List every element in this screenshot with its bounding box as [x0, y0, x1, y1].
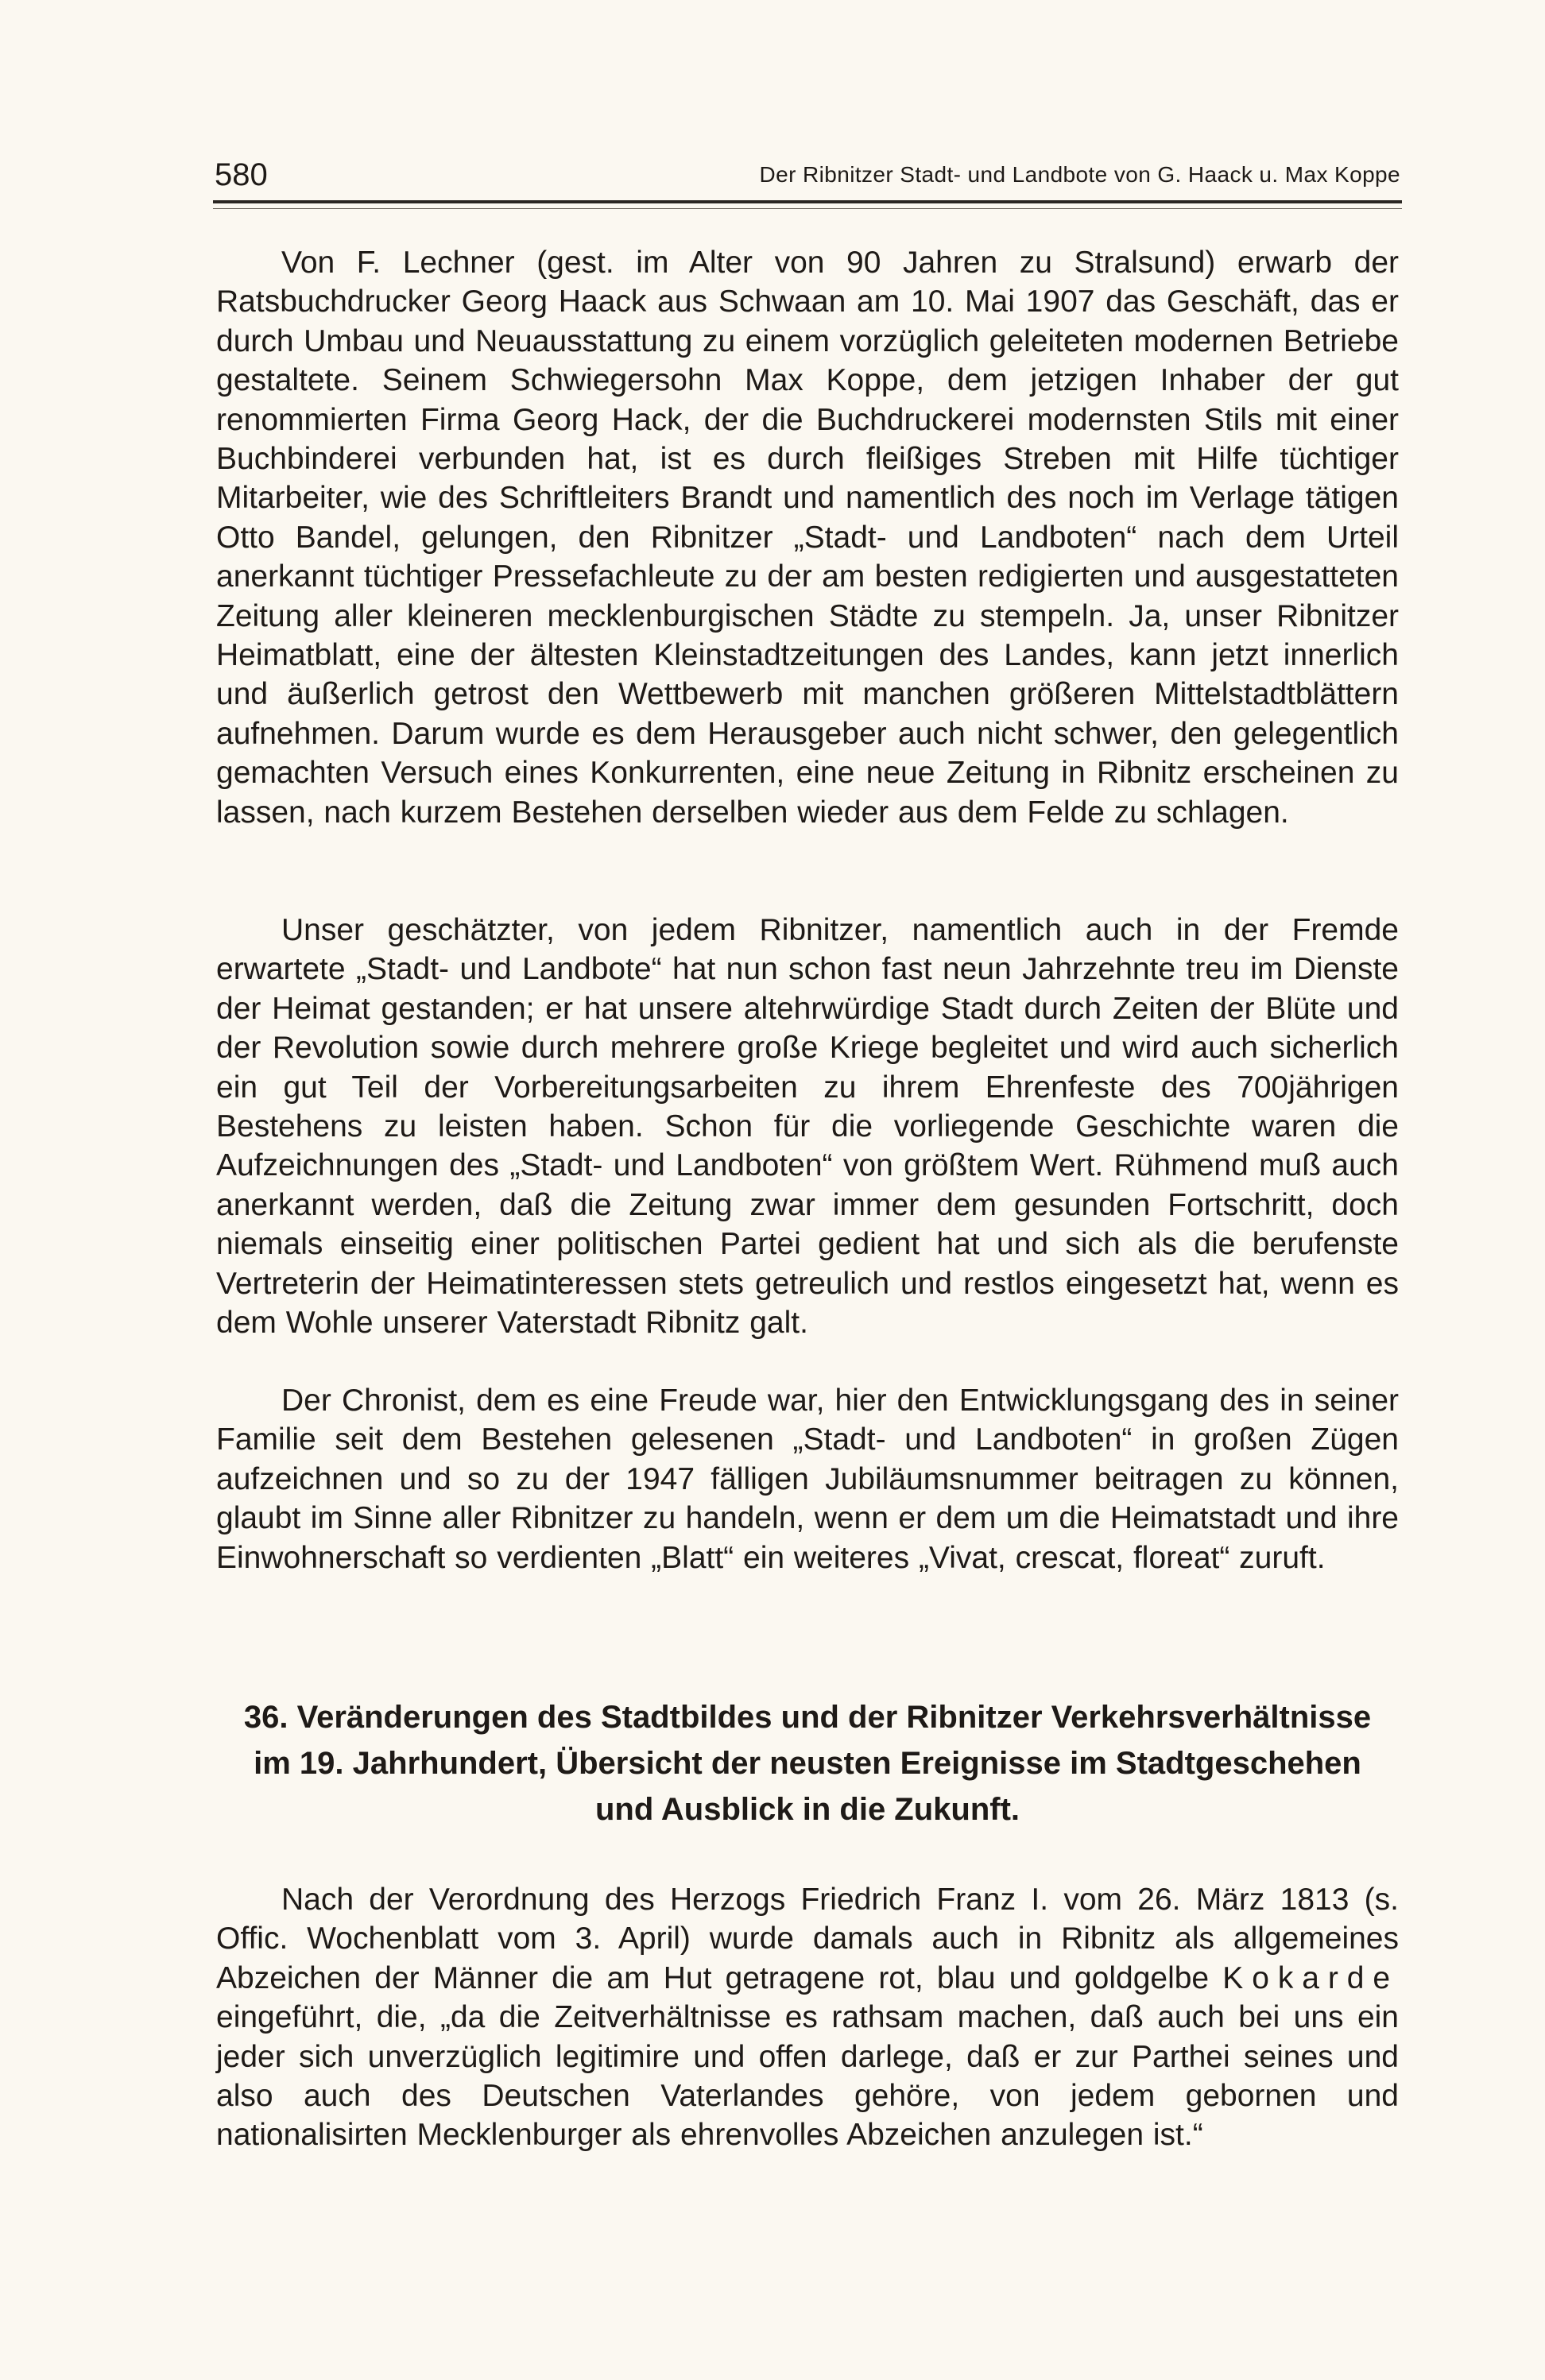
- header-rule-thin: [213, 208, 1402, 209]
- paragraph-2: Unser geschätzter, von jedem Ribnitzer, namentlich auch in der Fremde erwartete „Stadt- und Landbote“ hat nun schon fast neun Jahrzehnte treu im Dienste der Heimat gestanden; er hat unsere altehrwürdige Stadt durch Zeiten der Blüte und der Revolution sowie durch mehrere große Kriege begleitet und wird auch sicherlich ein gut Teil der Vorbereitungsarbeiten zu ihrem Ehrenfeste des 700jährigen Bestehens zu leisten haben. Schon für die vorliegende Geschichte waren die Aufzeichnungen des „Stadt- und Landboten“ von größtem Wert. Rühmend muß auch anerkannt werden, daß die Zeitung zwar immer dem gesunden Fortschritt, doch niemals einseitig einer politischen Partei gedient hat und sich als die berufenste Vertreterin der Heimatinteressen stets getreulich und restlos eingesetzt hat, wenn es dem Wohle unserer Vaterstadt Ribnitz galt.: [216, 913, 1399, 1341]
- section-paragraph-block: [216, 1880, 1399, 2155]
- section-heading: [216, 1694, 1399, 1832]
- page-header: [215, 156, 1400, 194]
- paragraph-2-block: [216, 911, 1399, 1342]
- section-paragraph: [216, 1880, 1399, 2155]
- paragraph-1: Von F. Lechner (gest. im Alter von 90 Jahren zu Stralsund) erwarb der Ratsbuchdrucker Georg Haack aus Schwaan am 10. Mai 1907 das Geschäft, das er durch Umbau und Neuausstattung zu einem vorzüglich geleiteten modernen Betriebe gestaltete. Seinem Schwiegersohn Max Koppe, dem jetzigen Inhaber der gut renommierten Firma Georg Hack, der die Buchdruckerei modernsten Stils mit einer Buchbinderei verbunden hat, ist es durch fleißiges Streben mit Hilfe tüchtiger Mitarbeiter, wie des Schriftleiters Brandt und namentlich des noch im Verlage tätigen Otto Bandel, gelungen, den Ribnitzer „Stadt- und Landboten“ nach dem Urteil anerkannt tüchtiger Pressefachleute zu der am besten redigierten und ausgestatteten Zeitung aller kleineren mecklenburgischen Städte zu stempeln. Ja, unser Ribnitzer Heimatblatt, eine der ältesten Kleinstadtzeitungen des Landes, kann jetzt innerlich und äußerlich getrost den Wettbewerb mit manchen größeren Mittelstadtblättern aufnehmen. Darum wurde es dem Herausgeber auch nicht schwer, den gelegentlich gemachten Versuch eines Konkurrenten, eine neue Zeitung in Ribnitz erscheinen zu lassen, nach kurzem Bestehen derselben wieder aus dem Felde zu schlagen.: [216, 246, 1399, 830]
- paragraph-1-block: [216, 243, 1399, 832]
- section-paragraph-part-2: eingeführt, die, „da die Zeitverhältnisse es rathsam machen, daß auch bei uns ein jeder sich unverzüglich legitimire und offen darlege, daß er zur Parthei seines und also auch des Deutschen Vaterlandes gehöre, von jedem gebornen und nationalisirten Mecklenburger als ehrenvolles Abzeichen anzulegen ist.“: [216, 2000, 1399, 2153]
- section-heading-line-2: im 19. Jahrhundert, Übersicht der neusten Ereignisse im Stadtgeschehen: [254, 1746, 1361, 1781]
- paragraph-3-block: [216, 1381, 1399, 1577]
- section-paragraph-part-1: Nach der Verordnung des Herzogs Friedrich Franz I. vom 26. März 1813 (s. Offic. Wochenblatt vom 3. April) wurde damals auch in Ribnitz als allgemeines Abzeichen der Männer die am Hut getragene rot, blau und goldgelbe: [216, 1883, 1399, 1995]
- paragraph-3: Der Chronist, dem es eine Freude war, hier den Entwicklungsgang des in seiner Familie seit dem Bestehen gelesenen „Stadt- und Landboten“ in großen Zügen aufzeichnen und so zu der 1947 fälligen Jubiläumsnummer beitragen zu können, glaubt im Sinne aller Ribnitzer zu handeln, wenn er dem um die Heimatstadt und ihre Einwohnerschaft so verdienten „Blatt“ ein weiteres „Vivat, crescat, floreat“ zuruft.: [216, 1383, 1399, 1575]
- header-rule-thick: [213, 200, 1402, 203]
- spaced-emphasis-word: Kokarde: [1222, 1960, 1399, 1995]
- section-heading-line-3: und Ausblick in die Zukunft.: [594, 1792, 1020, 1827]
- running-head: Der Ribnitzer Stadt- und Landbote von G. Haack u. Max Koppe: [759, 162, 1400, 187]
- section-heading-line-1: 36. Veränderungen des Stadtbildes und der Ribnitzer Verkehrsverhältnisse: [243, 1700, 1372, 1735]
- page-number: 580: [215, 157, 268, 192]
